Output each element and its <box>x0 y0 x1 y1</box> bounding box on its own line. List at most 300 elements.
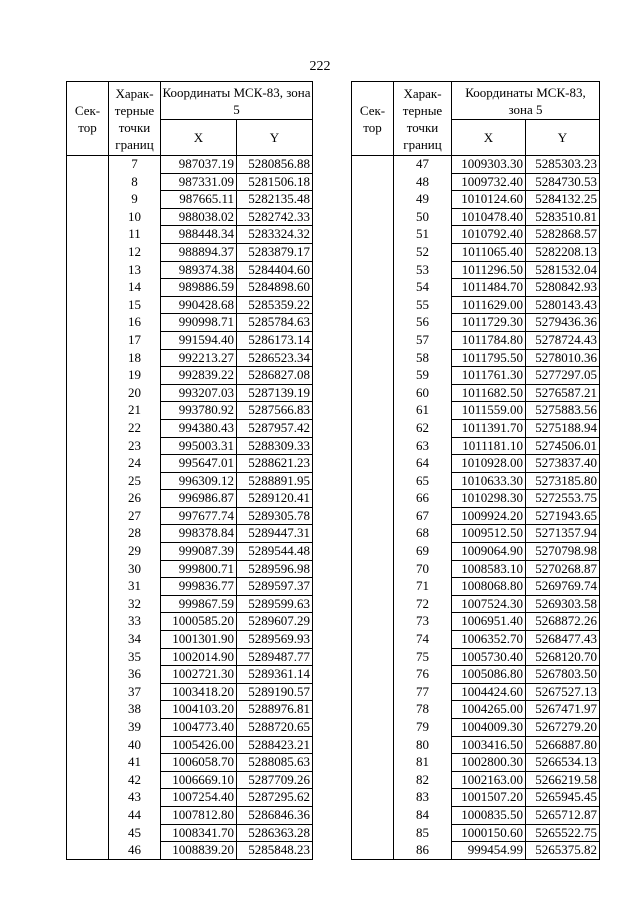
table-row <box>352 402 600 420</box>
sector-cell <box>67 384 109 402</box>
x-cell: 999087.39 <box>161 543 237 561</box>
x-cell: 1002721.30 <box>161 666 237 684</box>
sector-cell <box>67 455 109 473</box>
sector-cell <box>352 736 394 754</box>
x-cell: 1010792.40 <box>452 226 526 244</box>
x-cell: 1004265.00 <box>452 701 526 719</box>
table-row <box>67 384 313 402</box>
x-cell: 1011682.50 <box>452 384 526 402</box>
sector-cell <box>352 437 394 455</box>
table-row <box>67 331 313 349</box>
table-row <box>67 719 313 737</box>
x-cell: 1010478.40 <box>452 208 526 226</box>
x-cell: 1002014.90 <box>161 648 237 666</box>
x-cell: 1007524.30 <box>452 595 526 613</box>
table-row <box>352 754 600 772</box>
table-row <box>67 842 313 860</box>
point-cell: 16 <box>109 314 161 332</box>
point-cell: 75 <box>394 648 452 666</box>
x-cell: 992213.27 <box>161 349 237 367</box>
table-row <box>352 243 600 261</box>
table-row <box>67 648 313 666</box>
y-cell: 5284898.60 <box>237 279 313 297</box>
point-cell: 51 <box>394 226 452 244</box>
point-cell: 50 <box>394 208 452 226</box>
y-cell: 5284730.53 <box>526 173 600 191</box>
table-row <box>352 490 600 508</box>
x-cell: 1006058.70 <box>161 754 237 772</box>
x-cell: 1011761.30 <box>452 367 526 385</box>
y-cell: 5289607.29 <box>237 613 313 631</box>
y-cell: 5278724.43 <box>526 331 600 349</box>
table-row <box>352 648 600 666</box>
sector-cell <box>67 314 109 332</box>
table-row <box>352 349 600 367</box>
y-cell: 5269303.58 <box>526 595 600 613</box>
table-row <box>67 402 313 420</box>
x-cell: 1010298.30 <box>452 490 526 508</box>
point-cell: 39 <box>109 719 161 737</box>
table-row <box>352 824 600 842</box>
table-row <box>67 736 313 754</box>
y-cell: 5279436.36 <box>526 314 600 332</box>
x-cell: 990428.68 <box>161 296 237 314</box>
y-cell: 5287139.19 <box>237 384 313 402</box>
y-cell: 5289487.77 <box>237 648 313 666</box>
y-cell: 5288309.33 <box>237 437 313 455</box>
sector-cell <box>67 419 109 437</box>
sector-cell <box>352 402 394 420</box>
y-cell: 5267527.13 <box>526 683 600 701</box>
point-cell: 33 <box>109 613 161 631</box>
table-row <box>67 771 313 789</box>
y-cell: 5289305.78 <box>237 507 313 525</box>
x-cell: 1011559.00 <box>452 402 526 420</box>
sector-cell <box>352 824 394 842</box>
header-y: Y <box>237 120 313 156</box>
x-cell: 1005730.40 <box>452 648 526 666</box>
y-cell: 5288621.23 <box>237 455 313 473</box>
table-row <box>67 754 313 772</box>
table-row <box>352 543 600 561</box>
x-cell: 988448.34 <box>161 226 237 244</box>
point-cell: 63 <box>394 437 452 455</box>
point-cell: 61 <box>394 402 452 420</box>
table-row <box>352 789 600 807</box>
table-row <box>67 314 313 332</box>
x-cell: 992839.22 <box>161 367 237 385</box>
table-row <box>352 560 600 578</box>
y-cell: 5285784.63 <box>237 314 313 332</box>
point-cell: 14 <box>109 279 161 297</box>
sector-cell <box>352 701 394 719</box>
table-row <box>67 226 313 244</box>
y-cell: 5270798.98 <box>526 543 600 561</box>
point-cell: 85 <box>394 824 452 842</box>
y-cell: 5283879.17 <box>237 243 313 261</box>
point-cell: 74 <box>394 631 452 649</box>
x-cell: 1009303.30 <box>452 156 526 174</box>
point-cell: 9 <box>109 191 161 209</box>
sector-cell <box>352 314 394 332</box>
y-cell: 5281506.18 <box>237 173 313 191</box>
sector-cell <box>67 296 109 314</box>
point-cell: 57 <box>394 331 452 349</box>
table-row <box>67 191 313 209</box>
sector-cell <box>67 683 109 701</box>
x-cell: 1008341.70 <box>161 824 237 842</box>
point-cell: 27 <box>109 507 161 525</box>
table-row <box>352 367 600 385</box>
point-cell: 32 <box>109 595 161 613</box>
y-cell: 5272553.75 <box>526 490 600 508</box>
y-cell: 5288085.63 <box>237 754 313 772</box>
x-cell: 1011729.30 <box>452 314 526 332</box>
table-row <box>352 437 600 455</box>
y-cell: 5271357.94 <box>526 525 600 543</box>
sector-cell <box>352 543 394 561</box>
y-cell: 5278010.36 <box>526 349 600 367</box>
x-cell: 1003418.20 <box>161 683 237 701</box>
table-row <box>67 507 313 525</box>
point-cell: 60 <box>394 384 452 402</box>
point-cell: 44 <box>109 806 161 824</box>
sector-cell <box>352 631 394 649</box>
table-row <box>352 719 600 737</box>
point-cell: 37 <box>109 683 161 701</box>
table-row <box>352 842 600 860</box>
sector-cell <box>67 402 109 420</box>
sector-cell <box>67 279 109 297</box>
coordinates-table-right <box>351 81 600 860</box>
x-cell: 997677.74 <box>161 507 237 525</box>
point-cell: 45 <box>109 824 161 842</box>
sector-cell <box>67 261 109 279</box>
x-cell: 993780.92 <box>161 402 237 420</box>
table-row <box>352 595 600 613</box>
point-cell: 7 <box>109 156 161 174</box>
y-cell: 5267471.97 <box>526 701 600 719</box>
point-cell: 72 <box>394 595 452 613</box>
x-cell: 1004773.40 <box>161 719 237 737</box>
table-row <box>67 261 313 279</box>
x-cell: 1010124.60 <box>452 191 526 209</box>
point-cell: 15 <box>109 296 161 314</box>
table-row <box>67 560 313 578</box>
x-cell: 1006669.10 <box>161 771 237 789</box>
x-cell: 1004424.60 <box>452 683 526 701</box>
sector-cell <box>67 349 109 367</box>
table-row <box>67 525 313 543</box>
point-cell: 69 <box>394 543 452 561</box>
y-cell: 5267803.50 <box>526 666 600 684</box>
y-cell: 5280856.88 <box>237 156 313 174</box>
x-cell: 987331.09 <box>161 173 237 191</box>
y-cell: 5282208.13 <box>526 243 600 261</box>
y-cell: 5284132.25 <box>526 191 600 209</box>
table-row <box>352 455 600 473</box>
y-cell: 5289596.98 <box>237 560 313 578</box>
table-row <box>67 367 313 385</box>
table-row <box>352 613 600 631</box>
table-row <box>352 419 600 437</box>
table-row <box>352 314 600 332</box>
y-cell: 5270268.87 <box>526 560 600 578</box>
header-coords: Координаты МСК-83, зона 5 <box>452 82 600 120</box>
x-cell: 999800.71 <box>161 560 237 578</box>
point-cell: 53 <box>394 261 452 279</box>
table-row <box>67 208 313 226</box>
y-cell: 5289599.63 <box>237 595 313 613</box>
point-cell: 43 <box>109 789 161 807</box>
sector-cell <box>67 806 109 824</box>
x-cell: 1011181.10 <box>452 437 526 455</box>
point-cell: 48 <box>394 173 452 191</box>
table-row <box>352 507 600 525</box>
x-cell: 991594.40 <box>161 331 237 349</box>
point-cell: 24 <box>109 455 161 473</box>
y-cell: 5282868.57 <box>526 226 600 244</box>
y-cell: 5282135.48 <box>237 191 313 209</box>
x-cell: 1008583.10 <box>452 560 526 578</box>
point-cell: 82 <box>394 771 452 789</box>
y-cell: 5288423.21 <box>237 736 313 754</box>
sector-cell <box>352 525 394 543</box>
y-cell: 5286363.28 <box>237 824 313 842</box>
sector-cell <box>67 243 109 261</box>
sector-cell <box>67 331 109 349</box>
x-cell: 1011795.50 <box>452 349 526 367</box>
x-cell: 988038.02 <box>161 208 237 226</box>
header-sector: Сек- тор <box>67 82 109 156</box>
x-cell: 1010633.30 <box>452 472 526 490</box>
point-cell: 83 <box>394 789 452 807</box>
point-cell: 73 <box>394 613 452 631</box>
table-row <box>352 683 600 701</box>
table-row <box>352 156 600 174</box>
y-cell: 5281532.04 <box>526 261 600 279</box>
table-row <box>67 472 313 490</box>
sector-cell <box>67 490 109 508</box>
table-row <box>352 806 600 824</box>
sector-cell <box>67 156 109 174</box>
sector-cell <box>352 560 394 578</box>
table-row <box>352 771 600 789</box>
y-cell: 5289447.31 <box>237 525 313 543</box>
point-cell: 10 <box>109 208 161 226</box>
sector-cell <box>352 578 394 596</box>
sector-cell <box>67 543 109 561</box>
y-cell: 5286173.14 <box>237 331 313 349</box>
table-row <box>67 156 313 174</box>
y-cell: 5287709.26 <box>237 771 313 789</box>
sector-cell <box>352 789 394 807</box>
sector-cell <box>352 384 394 402</box>
table-row <box>67 806 313 824</box>
y-cell: 5284404.60 <box>237 261 313 279</box>
y-cell: 5265522.75 <box>526 824 600 842</box>
y-cell: 5282742.33 <box>237 208 313 226</box>
table-row <box>67 666 313 684</box>
table-row <box>67 243 313 261</box>
y-cell: 5286827.08 <box>237 367 313 385</box>
table-row <box>67 173 313 191</box>
sector-cell <box>67 208 109 226</box>
point-cell: 23 <box>109 437 161 455</box>
table-body-left <box>67 156 313 860</box>
point-cell: 66 <box>394 490 452 508</box>
y-cell: 5289190.57 <box>237 683 313 701</box>
sector-cell <box>352 208 394 226</box>
x-cell: 1000585.20 <box>161 613 237 631</box>
point-cell: 62 <box>394 419 452 437</box>
y-cell: 5288891.95 <box>237 472 313 490</box>
y-cell: 5285359.22 <box>237 296 313 314</box>
x-cell: 994380.43 <box>161 419 237 437</box>
table-row <box>352 701 600 719</box>
sector-cell <box>352 806 394 824</box>
point-cell: 64 <box>394 455 452 473</box>
table-row <box>352 191 600 209</box>
y-cell: 5285303.23 <box>526 156 600 174</box>
sector-cell <box>352 156 394 174</box>
sector-cell <box>67 631 109 649</box>
sector-cell <box>352 419 394 437</box>
header-x: X <box>161 120 237 156</box>
y-cell: 5268120.70 <box>526 648 600 666</box>
sector-cell <box>352 771 394 789</box>
x-cell: 1002163.00 <box>452 771 526 789</box>
point-cell: 79 <box>394 719 452 737</box>
y-cell: 5266219.58 <box>526 771 600 789</box>
header-x: X <box>452 120 526 156</box>
point-cell: 11 <box>109 226 161 244</box>
x-cell: 1001301.90 <box>161 631 237 649</box>
sector-cell <box>67 771 109 789</box>
sector-cell <box>352 683 394 701</box>
point-cell: 65 <box>394 472 452 490</box>
x-cell: 989374.38 <box>161 261 237 279</box>
x-cell: 990998.71 <box>161 314 237 332</box>
sector-cell <box>67 736 109 754</box>
x-cell: 1006951.40 <box>452 613 526 631</box>
table-row <box>67 296 313 314</box>
y-cell: 5276587.21 <box>526 384 600 402</box>
sector-cell <box>67 842 109 860</box>
point-cell: 80 <box>394 736 452 754</box>
point-cell: 36 <box>109 666 161 684</box>
y-cell: 5265945.45 <box>526 789 600 807</box>
sector-cell <box>67 367 109 385</box>
point-cell: 29 <box>109 543 161 561</box>
point-cell: 56 <box>394 314 452 332</box>
y-cell: 5283324.32 <box>237 226 313 244</box>
x-cell: 1009732.40 <box>452 173 526 191</box>
sector-cell <box>67 472 109 490</box>
y-cell: 5265712.87 <box>526 806 600 824</box>
table-row <box>352 261 600 279</box>
sector-cell <box>352 455 394 473</box>
header-y: Y <box>526 120 600 156</box>
point-cell: 54 <box>394 279 452 297</box>
y-cell: 5275883.56 <box>526 402 600 420</box>
point-cell: 34 <box>109 631 161 649</box>
x-cell: 1011391.70 <box>452 419 526 437</box>
sector-cell <box>67 666 109 684</box>
y-cell: 5283510.81 <box>526 208 600 226</box>
x-cell: 987037.19 <box>161 156 237 174</box>
sector-cell <box>352 648 394 666</box>
point-cell: 17 <box>109 331 161 349</box>
y-cell: 5287566.83 <box>237 402 313 420</box>
y-cell: 5268477.43 <box>526 631 600 649</box>
table-row <box>352 208 600 226</box>
point-cell: 28 <box>109 525 161 543</box>
sector-cell <box>352 595 394 613</box>
point-cell: 55 <box>394 296 452 314</box>
y-cell: 5287295.62 <box>237 789 313 807</box>
point-cell: 41 <box>109 754 161 772</box>
header-points: Харак- терные точки границ <box>109 82 161 156</box>
sector-cell <box>67 525 109 543</box>
sector-cell <box>352 243 394 261</box>
x-cell: 1010928.00 <box>452 455 526 473</box>
y-cell: 5280143.43 <box>526 296 600 314</box>
point-cell: 49 <box>394 191 452 209</box>
header-sector: Сек- тор <box>352 82 394 156</box>
sector-cell <box>67 754 109 772</box>
x-cell: 988894.37 <box>161 243 237 261</box>
header-coords: Координаты МСК-83, зона 5 <box>161 82 313 120</box>
sector-cell <box>352 173 394 191</box>
table-row <box>352 472 600 490</box>
table-row <box>67 419 313 437</box>
sector-cell <box>352 507 394 525</box>
table-row <box>352 226 600 244</box>
point-cell: 81 <box>394 754 452 772</box>
x-cell: 996986.87 <box>161 490 237 508</box>
table-row <box>352 279 600 297</box>
header-points: Харак- терные точки границ <box>394 82 452 156</box>
x-cell: 987665.11 <box>161 191 237 209</box>
x-cell: 1005426.00 <box>161 736 237 754</box>
sector-cell <box>67 648 109 666</box>
x-cell: 1003416.50 <box>452 736 526 754</box>
y-cell: 5288720.65 <box>237 719 313 737</box>
sector-cell <box>352 842 394 860</box>
sector-cell <box>67 824 109 842</box>
x-cell: 1004103.20 <box>161 701 237 719</box>
sector-cell <box>352 226 394 244</box>
y-cell: 5288976.81 <box>237 701 313 719</box>
point-cell: 13 <box>109 261 161 279</box>
table-row <box>67 683 313 701</box>
x-cell: 996309.12 <box>161 472 237 490</box>
x-cell: 1009924.20 <box>452 507 526 525</box>
point-cell: 22 <box>109 419 161 437</box>
x-cell: 1011484.70 <box>452 279 526 297</box>
point-cell: 67 <box>394 507 452 525</box>
x-cell: 1009512.50 <box>452 525 526 543</box>
point-cell: 71 <box>394 578 452 596</box>
x-cell: 1009064.90 <box>452 543 526 561</box>
sector-cell <box>67 173 109 191</box>
point-cell: 19 <box>109 367 161 385</box>
point-cell: 20 <box>109 384 161 402</box>
point-cell: 84 <box>394 806 452 824</box>
sector-cell <box>352 472 394 490</box>
y-cell: 5289569.93 <box>237 631 313 649</box>
